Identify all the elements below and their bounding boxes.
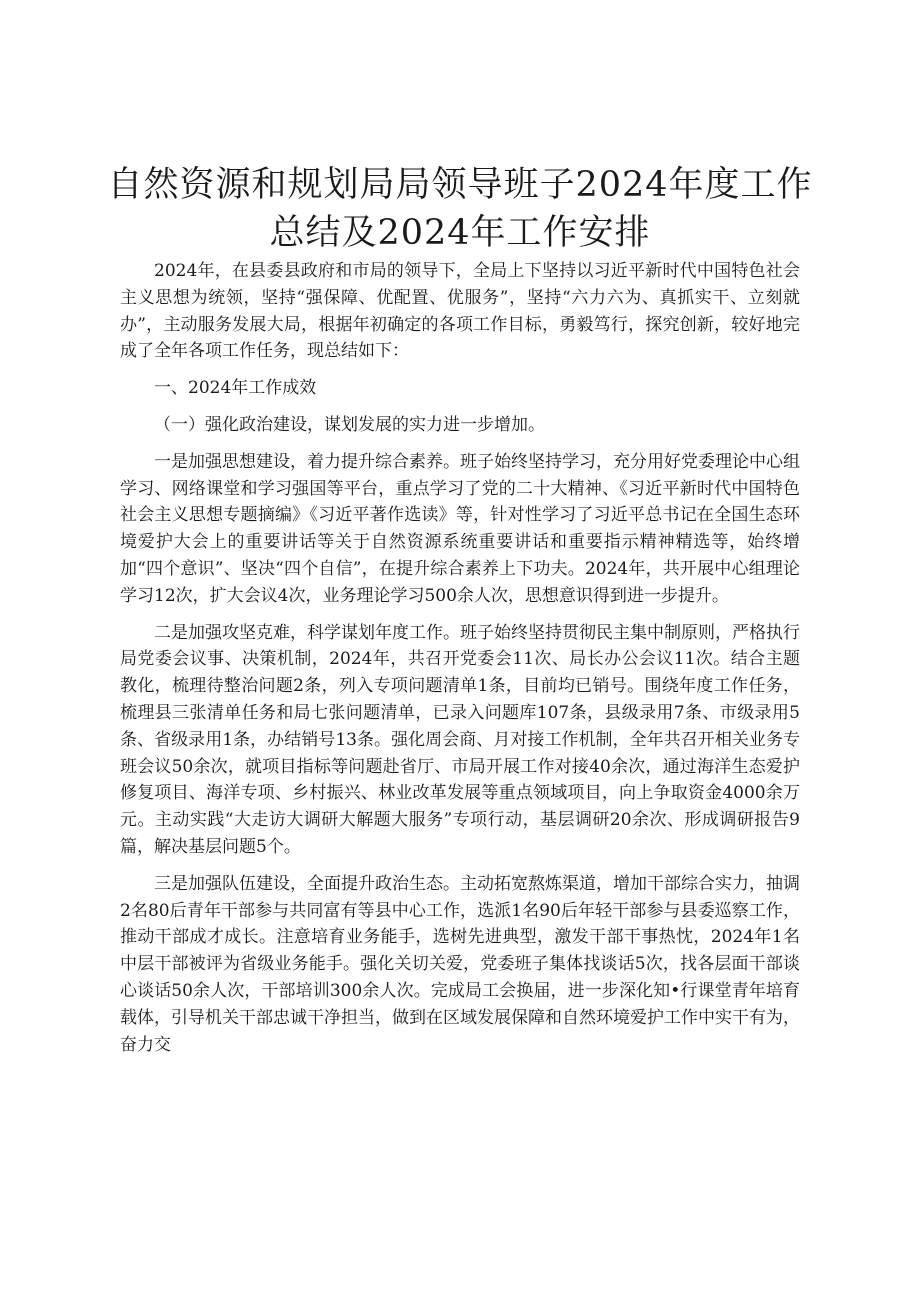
document-body bbox=[120, 258, 800, 1058]
paragraph-tackling-difficulties: 二是加强攻坚克难，科学谋划年度工作。班子始终坚持贯彻民主集中制原则，严格执行局党委会议事、决策机制，2024年，共召开党委会11次、局长办公会议11次。结合主题教化，梳理待整治问题2条，列入专项问题清单1条，目前均已销号。围绕年度工作任务，梳理县三张清单任务和局七张问题清单，已录入问题库107条，县级录用7条、市级录用5条、省级录用1条，办结销号13条。强化周会商、月对接工作机制，全年共召开相关业务专班会议50余次，就项目指标等问题赴省厅、市局开展工作对接40余次，通过海洋生态爱护修复项目、海洋专项、乡村振兴、林业改革发展等重点领域项目，向上争取资金4000余万元。主动实践“大走访大调研大解题大服务”专项行动，基层调研20余次、形成调研报告9篇，解决基层问题5个。 bbox=[120, 622, 800, 857]
intro-paragraph: 2024年，在县委县政府和市局的领导下，全局上下坚持以习近平新时代中国特色社会主义思想为统领，坚持“强保障、优配置、优服务”，坚持“六力六为、真抓实干、立刻就办”，主动服务发展大局，根据年初确定的各项工作目标，勇毅笃行，探究创新，较好地完成了全年各项工作任务，现总结如下： bbox=[120, 261, 800, 362]
section-heading-1: 一、2024年工作成效 bbox=[154, 378, 317, 399]
document-title-line-2: 总结及2024年工作安排 bbox=[269, 213, 651, 253]
subsection-heading-1: （一）强化政治建设，谋划发展的实力进一步增加。 bbox=[154, 414, 545, 435]
paragraph-ideology-building: 一是加强思想建设，着力提升综合素养。班子始终坚持学习，充分用好党委理论中心组学习、网络课堂和学习强国等平台，重点学习了党的二十大精神、《习近平新时代中国特色社会主义思想专题摘编》《习近平著作选读》等，针对性学习了习近平总书记在全国生态环境爱护大会上的重要讲话等关于自然资源系统重要讲话和重要指示精神精选等，始终增加“四个意识”、坚决“四个自信”，在提升综合素养上下功夫。2024年，共开展中心组理论学习12次，扩大会议4次，业务理论学习500余人次，思想意识得到进一步提升。 bbox=[120, 451, 800, 606]
document-title-line-1: 自然资源和规划局局领导班子2024年度工作 bbox=[107, 165, 813, 205]
paragraph-team-building: 三是加强队伍建设，全面提升政治生态。主动拓宽熬炼渠道，增加干部综合实力，抽调2名80后青年干部参与共同富有等县中心工作，选派1名90后年轻干部参与县委巡察工作，推动干部成才成长。注意培育业务能手，选树先进典型，激发干部干事热忱，2024年1名中层干部被评为省级业务能手。强化关切关爱，党委班子集体找谈话5次，找各层面干部谈心谈话50余人次，干部培训300余人次。完成局工会换届，进一步深化知•行课堂青年培育载体，引导机关干部忠诚干净担当，做到在区域发展保障和自然环境爱护工作中实干有为，奋力交 bbox=[120, 873, 800, 1055]
